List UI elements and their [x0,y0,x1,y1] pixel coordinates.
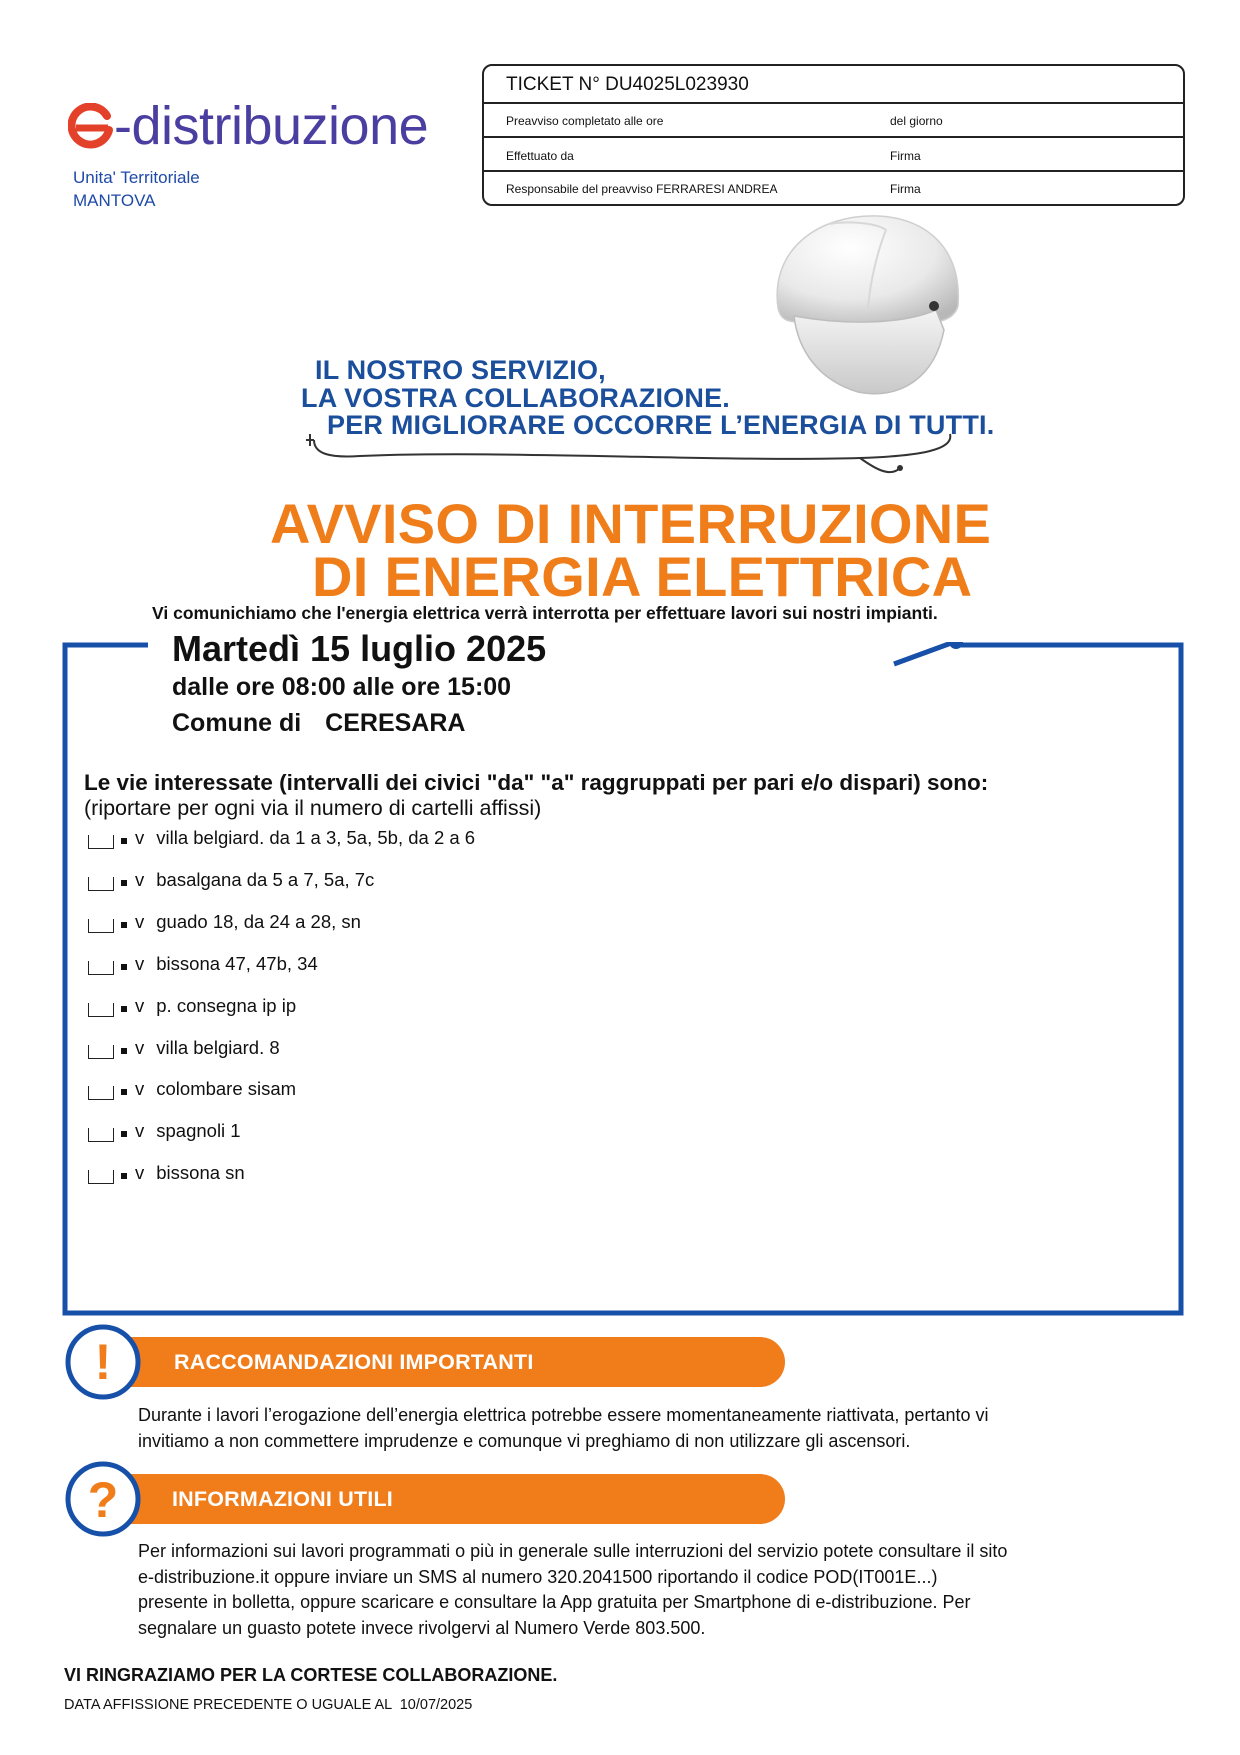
comune-label: Comune di [172,709,302,737]
ticket-box [482,64,1185,206]
recommendations-line-1: Durante i lavori l’erogazione dell’energia elettrica potrebbe essere momentaneamente riattivata, pertanto vi [138,1405,989,1425]
poster-count-box [88,1086,114,1100]
street-prefix: v [135,1037,145,1058]
streets-subtitle: (riportare per ogni via il numero di cartelli affissi) [84,796,542,820]
street-item [88,910,361,934]
poster-count-box [88,961,114,975]
effettuato-da-label: Effettuato da [506,149,574,163]
e-logo-icon [68,103,114,149]
street-item [88,994,296,1018]
recommendations-line-2: invitiamo a non commettere imprudenze e comunque vi preghiamo di non utilizzare gli ascensori. [138,1430,911,1451]
cable-plug-icon [300,420,970,490]
responsabile-label: Responsabile del preavviso FERRARESI ANDREA [506,182,778,196]
bullet-icon [121,1006,127,1012]
info-title: INFORMAZIONI UTILI [172,1487,393,1511]
ticket-divider [484,102,1183,104]
street-item [88,1161,245,1185]
thanks-text: VI RINGRAZIAMO PER LA CORTESE COLLABORAZIONE. [64,1665,558,1685]
info-line-1: Per informazioni sui lavori programmati o più in generale sulle interruzioni del servizio potete consultare il sito [138,1541,1008,1561]
firma-label: Firma [890,182,921,196]
street-item [88,1036,280,1060]
poster-count-box [88,835,114,849]
poster-count-box [88,1045,114,1059]
info-line-4: segnalare un guasto potete invece rivolgervi al Numero Verde 803.500. [138,1617,706,1638]
banner-line-2: LA VOSTRA COLLABORAZIONE. [301,383,730,413]
del-giorno-label: del giorno [890,114,943,128]
street-name: villa belgiard. 8 [156,1037,280,1058]
comune-line [172,709,465,738]
street-prefix: v [135,953,145,974]
interruption-hours: dalle ore 08:00 alle ore 15:00 [172,673,512,701]
street-prefix: v [135,1120,145,1141]
bullet-icon [121,922,127,928]
street-name: guado 18, da 24 a 28, sn [156,911,361,932]
poster-count-box [88,1003,114,1017]
street-item [88,868,374,892]
preavviso-completato-label: Preavviso completato alle ore [506,114,664,128]
street-prefix: v [135,827,145,848]
bullet-icon [121,1089,127,1095]
street-prefix: v [135,869,145,890]
streets-title: Le vie interessate (intervalli dei civici "da" "a" raggruppati per pari e/o dispari) sono: [84,770,989,795]
notice-frame [62,642,1184,1316]
bullet-icon [121,964,127,970]
street-name: bissona 47, 47b, 34 [156,953,318,974]
poster-count-box [88,1128,114,1142]
intro-text: Vi comunichiamo che l'energia elettrica verrà interrotta per effettuare lavori sui nostri impianti. [152,603,938,623]
svg-text:?: ? [87,1472,119,1528]
info-line-3: presente in bolletta, oppure scaricare e consultare la App gratuita per Smartphone di e-distribuzione. Per [138,1592,971,1612]
affissione-date-text: DATA AFFISSIONE PRECEDENTE O UGUALE AL 10/07/2025 [64,1697,473,1713]
svg-text:!: ! [94,1334,112,1390]
street-item [88,826,475,850]
firma-label: Firma [890,149,921,163]
avviso-title-line-1: AVVISO DI INTERRUZIONE [270,492,992,555]
unit-line-2: MANTOVA [73,191,156,210]
question-mark-icon [64,1460,142,1538]
street-name: spagnoli 1 [156,1120,241,1141]
street-name: villa belgiard. da 1 a 3, 5a, 5b, da 2 a 6 [156,827,476,848]
recommendations-text [138,1403,988,1454]
street-item [88,1077,296,1101]
bullet-icon [121,880,127,886]
bullet-icon [121,1048,127,1054]
bullet-icon [121,1173,127,1179]
street-prefix: v [135,1162,145,1183]
bullet-icon [121,838,127,844]
avviso-title-line-2: DI ENERGIA ELETTRICA [312,545,973,608]
unit-line-1: Unita' Territoriale [73,168,200,187]
unit-label [73,166,200,212]
logo-text: -distribuzione [114,96,429,156]
street-item [88,952,318,976]
poster-count-box [88,1170,114,1184]
street-name: bissona sn [156,1162,245,1183]
street-item [88,1119,241,1143]
interruption-date: Martedì 15 luglio 2025 [172,628,547,669]
poster-count-box [88,919,114,933]
street-name: colombare sisam [156,1078,297,1099]
bullet-icon [121,1131,127,1137]
street-name: p. consegna ip ip [156,995,297,1016]
info-text [138,1539,1007,1641]
e-distribuzione-logo [68,96,428,156]
ticket-divider [484,170,1183,172]
safety-helmet-icon [758,210,978,406]
info-line-2: e-distribuzione.it oppure inviare un SMS al numero 320.2041500 riportando il codice POD(IT001E...) [138,1566,938,1587]
exclamation-icon [64,1323,142,1401]
ticket-number: TICKET N° DU4025L023930 [506,74,749,95]
banner-line-1: IL NOSTRO SERVIZIO, [315,355,606,385]
street-prefix: v [135,995,145,1016]
street-prefix: v [135,911,145,932]
street-name: basalgana da 5 a 7, 5a, 7c [156,869,375,890]
recommendations-title: RACCOMANDAZIONI IMPORTANTI [174,1350,534,1374]
comune-name: CERESARA [325,709,466,737]
street-prefix: v [135,1078,145,1099]
poster-count-box [88,877,114,891]
ticket-divider [484,136,1183,138]
banner-line-3: PER MIGLIORARE OCCORRE L’ENERGIA DI TUTTI. [327,410,995,440]
